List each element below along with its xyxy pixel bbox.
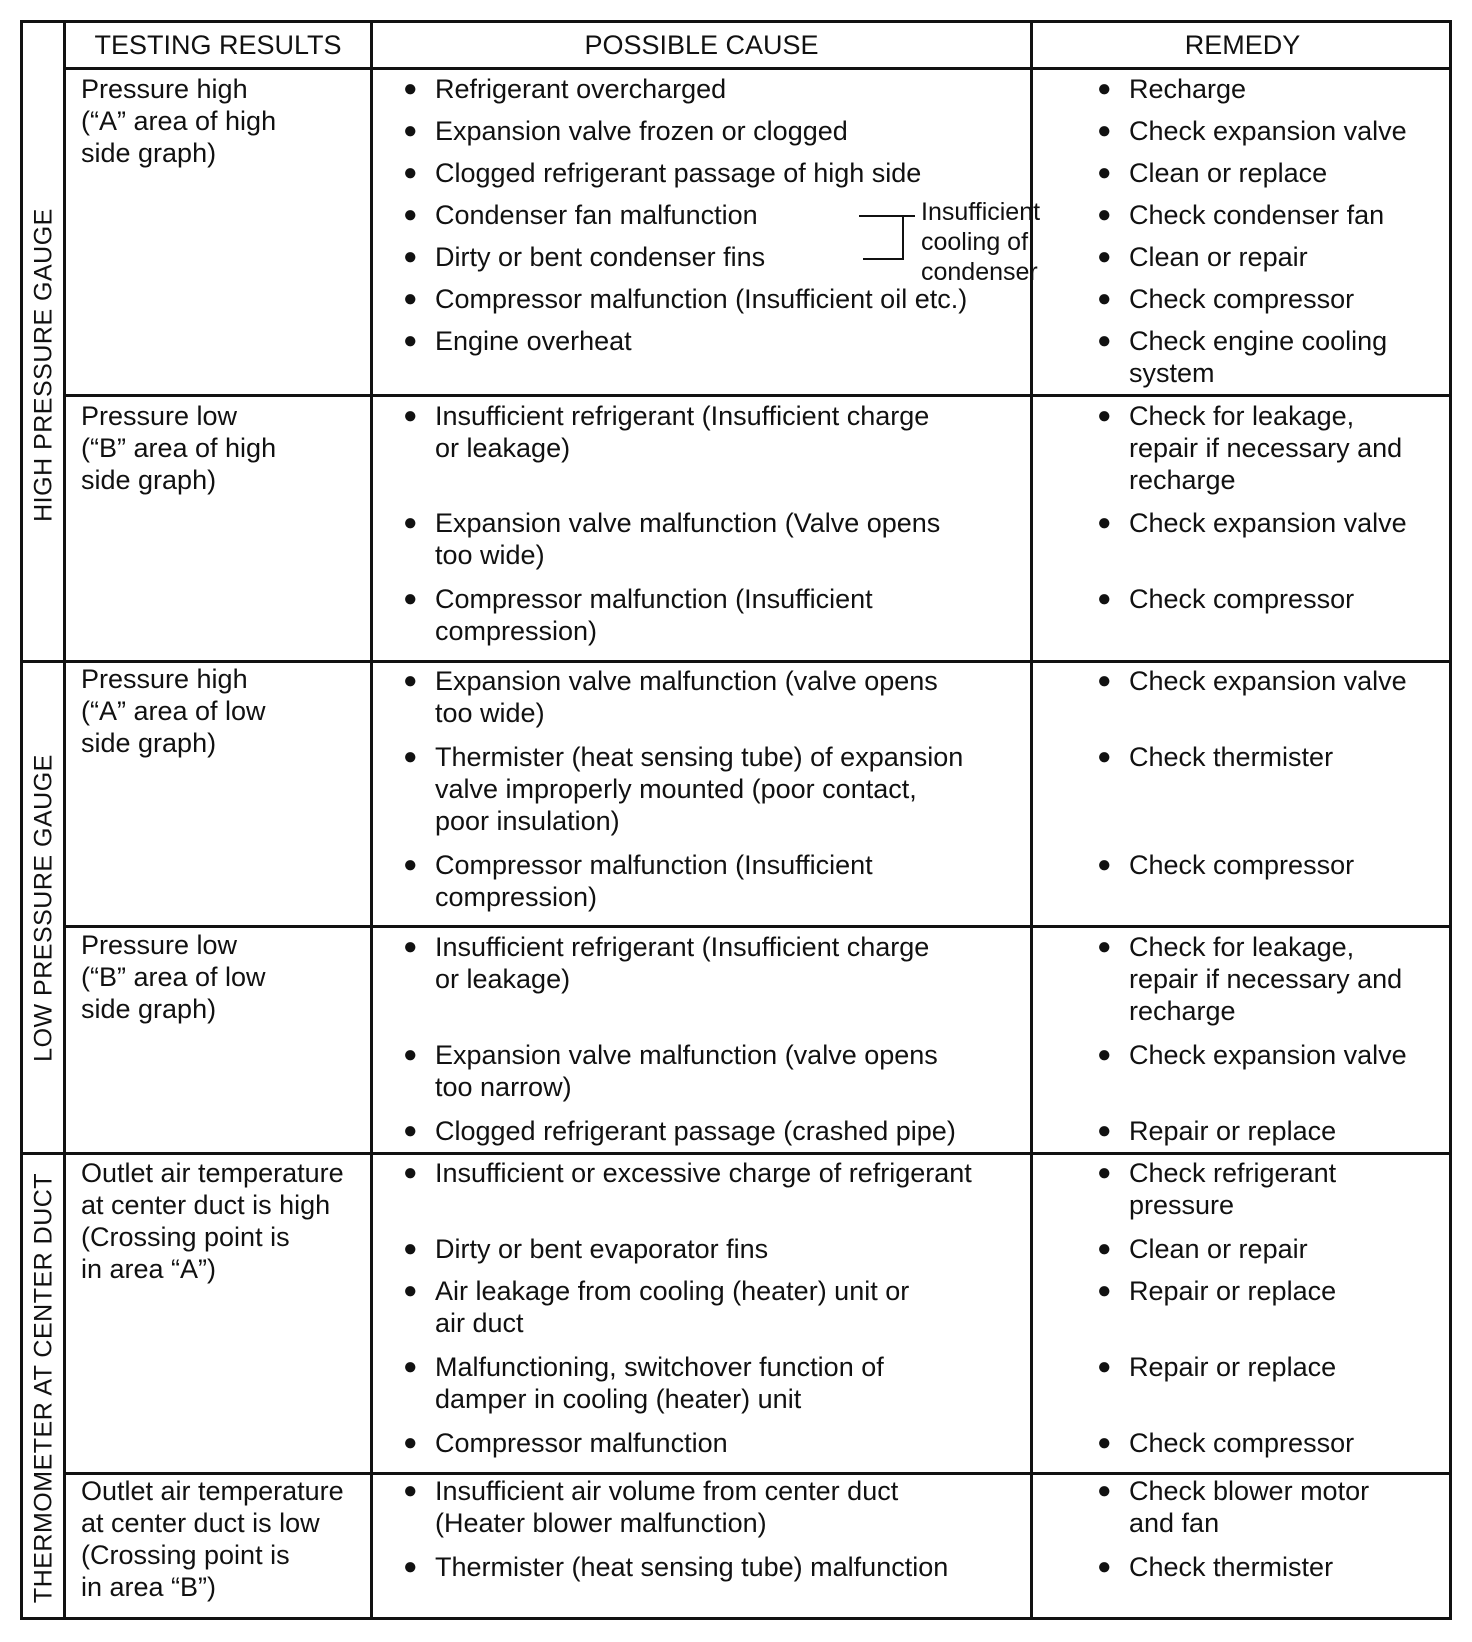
bullet-icon: ● [403,327,418,354]
bullet-icon: ● [403,585,418,612]
remedy-item: Repair or replace [1129,1352,1337,1382]
bullet-icon: ● [403,1429,418,1456]
bullet-icon: ● [1097,851,1112,878]
cause-item: Clogged refrigerant passage of high side [435,158,922,188]
cause-item: Thermister (heat sensing tube) malfunction [435,1552,949,1582]
remedy-item: Check thermister [1129,742,1334,772]
testing-result: Pressure high (“A” area of low side graph) [81,664,266,758]
testing-result: Outlet air temperature at center duct is low (Crossing point is in area “B”) [81,1476,344,1602]
bullet-icon: ● [403,851,418,878]
testing-result: Pressure low (“B” area of high side graph) [81,401,277,495]
bullet-icon: ● [1097,667,1112,694]
cause-item: Dirty or bent evaporator fins [435,1234,769,1264]
remedy-item: Clean or repair [1129,1234,1308,1264]
header-remedy: REMEDY [1184,30,1301,60]
bullet-icon: ● [1097,159,1112,186]
testing-result: Outlet air temperature at center duct is high (Crossing point is in area “A”) [81,1158,344,1284]
bullet-icon: ● [1097,1353,1112,1380]
bullet-icon: ● [1097,1553,1112,1580]
bullet-icon: ● [1097,1041,1112,1068]
bullet-icon: ● [403,1277,418,1304]
group-high-pressure-gauge: HIGH PRESSURE GAUGE [29,208,58,522]
remedy-item: Check condenser fan [1129,200,1385,230]
cause-item: Compressor malfunction (Insufficient compression) [435,850,873,912]
bullet-icon: ● [1097,327,1112,354]
remedy-item: Repair or replace [1129,1276,1337,1306]
cause-item: Compressor malfunction (Insufficient compression) [435,584,873,646]
bullet-icon: ● [1097,743,1112,770]
bullet-icon: ● [403,1117,418,1144]
cause-item: Expansion valve malfunction (valve opens too narrow) [435,1040,938,1102]
bullet-icon: ● [1097,1235,1112,1262]
cause-item: Engine overheat [435,326,632,356]
bullet-icon: ● [403,1553,418,1580]
group-divider [23,1152,1452,1155]
bullet-icon: ● [403,509,418,536]
cause-item: Malfunctioning, switchover function of damper in cooling (heater) unit [435,1352,884,1414]
remedy-item: Recharge [1129,74,1247,104]
bullet-icon: ● [1097,509,1112,536]
remedy-item: Check compressor [1129,850,1355,880]
row-divider [63,394,1452,397]
bullet-icon: ● [1097,201,1112,228]
bullet-icon: ● [403,75,418,102]
bullet-icon: ● [1097,1159,1112,1186]
cause-item: Refrigerant overcharged [435,74,727,104]
remedy-item: Check expansion valve [1129,508,1407,538]
cause-item: Insufficient refrigerant (Insufficient charge or leakage) [435,932,930,994]
bullet-icon: ● [403,159,418,186]
cause-item: Compressor malfunction (Insufficient oil etc.) [435,284,968,314]
bullet-icon: ● [1097,1277,1112,1304]
cause-item: Condenser fan malfunction [435,200,758,230]
bullet-icon: ● [403,243,418,270]
bullet-icon: ● [403,201,418,228]
col-divider [370,23,373,1620]
bullet-icon: ● [1097,243,1112,270]
cause-item: Insufficient or excessive charge of refrigerant [435,1158,972,1188]
group-low-pressure-gauge: LOW PRESSURE GAUGE [29,753,58,1062]
bullet-icon: ● [403,1235,418,1262]
cause-item: Clogged refrigerant passage (crashed pipe) [435,1116,956,1146]
cause-item: Expansion valve malfunction (Valve opens too wide) [435,508,941,570]
remedy-item: Check compressor [1129,1428,1355,1458]
cause-item: Thermister (heat sensing tube) of expansion valve improperly mounted (poor contact, poor insulation) [435,742,964,836]
header-divider [63,67,1452,70]
bullet-icon: ● [1097,285,1112,312]
cause-item: Insufficient refrigerant (Insufficient charge or leakage) [435,401,930,463]
bullet-icon: ● [1097,75,1112,102]
group-thermometer-center-duct: THERMOMETER AT CENTER DUCT [29,1172,58,1603]
bullet-icon: ● [403,1353,418,1380]
bullet-icon: ● [1097,933,1112,960]
bullet-icon: ● [1097,402,1112,429]
remedy-item: Check engine cooling system [1129,326,1388,388]
header-testing-results: TESTING RESULTS [94,30,342,60]
remedy-item: Check expansion valve [1129,116,1407,146]
troubleshooting-table [20,20,1452,1620]
bullet-icon: ● [1097,1429,1112,1456]
testing-result: Pressure high (“A” area of high side graph) [81,74,277,168]
bullet-icon: ● [1097,585,1112,612]
cause-item: Expansion valve malfunction (valve opens too wide) [435,666,938,728]
remedy-item: Check expansion valve [1129,666,1407,696]
cause-item: Compressor malfunction [435,1428,728,1458]
cause-note: Insufficient cooling of condenser [921,198,1041,286]
testing-result: Pressure low (“B” area of low side graph) [81,930,266,1024]
remedy-item: Check compressor [1129,584,1355,614]
cause-item: Expansion valve frozen or clogged [435,116,848,146]
bullet-icon: ● [1097,1477,1112,1504]
bullet-icon: ● [403,1041,418,1068]
remedy-item: Check refrigerant pressure [1129,1158,1337,1220]
bullet-icon: ● [403,402,418,429]
bullet-icon: ● [403,933,418,960]
bullet-icon: ● [403,743,418,770]
bullet-icon: ● [1097,1117,1112,1144]
remedy-item: Clean or replace [1129,158,1328,188]
cause-item: Dirty or bent condenser fins [435,242,766,272]
remedy-item: Check for leakage, repair if necessary and recharge [1129,932,1403,1026]
bullet-icon: ● [403,117,418,144]
remedy-item: Clean or repair [1129,242,1308,272]
cause-item: Air leakage from cooling (heater) unit or air duct [435,1276,910,1338]
bullet-icon: ● [403,1159,418,1186]
remedy-item: Check thermister [1129,1552,1334,1582]
bullet-icon: ● [403,1477,418,1504]
remedy-item: Check expansion valve [1129,1040,1407,1070]
bullet-icon: ● [403,667,418,694]
bullet-icon: ● [1097,117,1112,144]
remedy-item: Repair or replace [1129,1116,1337,1146]
bullet-icon: ● [403,285,418,312]
remedy-item: Check for leakage, repair if necessary and recharge [1129,401,1403,495]
cause-item: Insufficient air volume from center duct (Heater blower malfunction) [435,1476,899,1538]
remedy-item: Check blower motor and fan [1129,1476,1370,1538]
row-divider [63,925,1452,928]
remedy-item: Check compressor [1129,284,1355,314]
header-possible-cause: POSSIBLE CAUSE [584,30,819,60]
bracket-connector [859,213,915,273]
